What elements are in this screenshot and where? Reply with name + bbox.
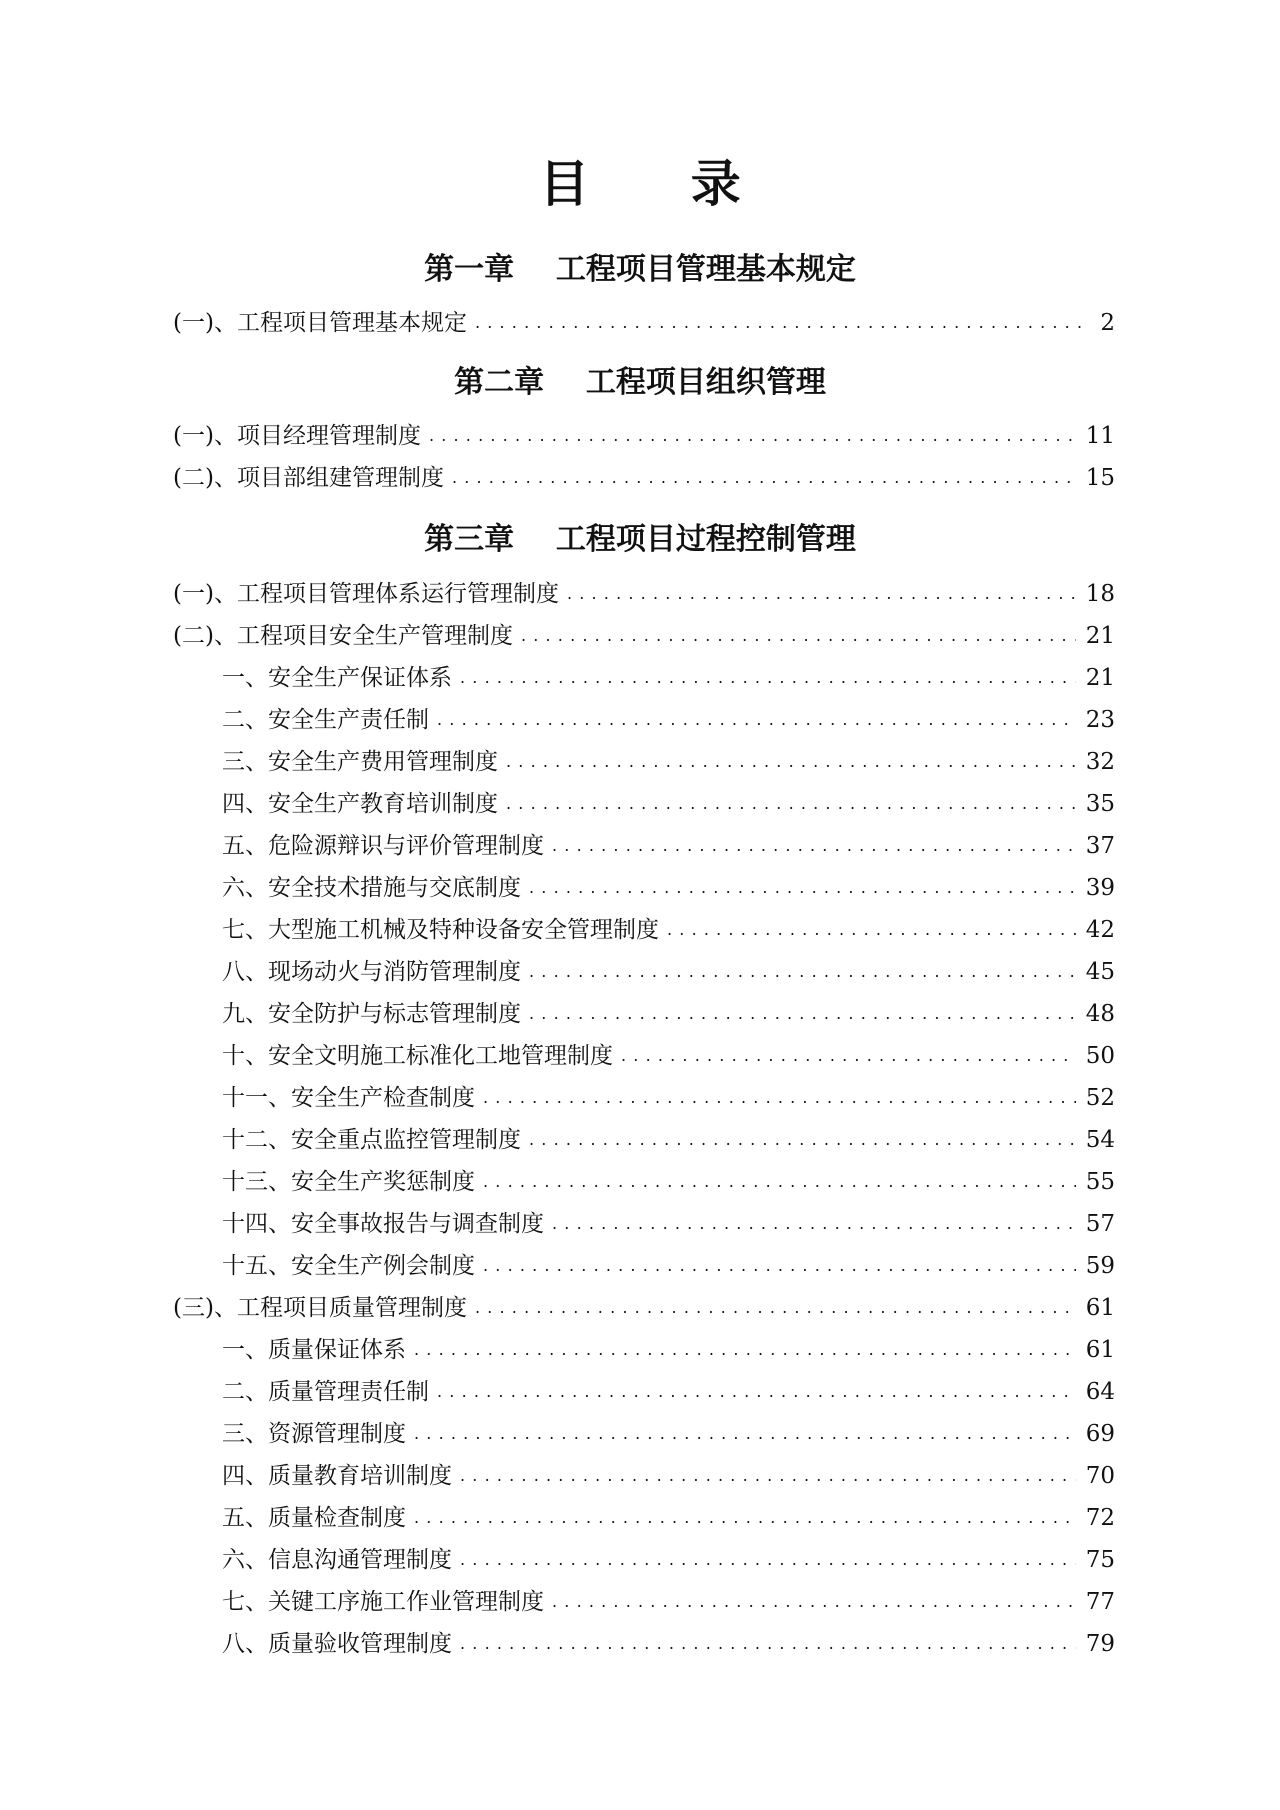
dot-leader [506,788,1076,820]
dot-leader [667,914,1076,946]
toc-entry[interactable] [173,462,1115,494]
toc-entry-page: 52 [1085,1085,1115,1111]
toc-subentry[interactable] [222,1124,1115,1156]
dot-leader [529,872,1076,904]
toc-entry-page: 70 [1085,1463,1115,1489]
toc-entry-label: 一、安全生产保证体系 [222,665,452,691]
dot-leader [414,1334,1076,1366]
dot-leader [460,1460,1076,1492]
toc-entry-label: 六、信息沟通管理制度 [222,1547,452,1573]
toc-subentry[interactable] [222,956,1115,988]
dot-leader [567,578,1076,610]
dot-leader [552,1586,1076,1618]
toc-entry-label: 十、安全文明施工标准化工地管理制度 [222,1043,613,1069]
toc-entry-page: 75 [1085,1547,1115,1573]
dot-leader [437,1376,1076,1408]
dot-leader [552,1208,1076,1240]
toc-entry-page: 42 [1085,917,1115,943]
toc-entry[interactable] [173,620,1115,652]
toc-entry-label: 一、质量保证体系 [222,1337,406,1363]
dot-leader [460,1628,1076,1660]
toc-entry-label: 九、安全防护与标志管理制度 [222,1001,521,1027]
dot-leader [414,1502,1076,1534]
dot-leader [621,1040,1076,1072]
toc-subentry[interactable] [222,1376,1115,1408]
toc-entry-label: (三)、工程项目质量管理制度 [173,1295,467,1321]
dot-leader [475,1292,1076,1324]
toc-subentry[interactable] [222,788,1115,820]
toc-subentry[interactable] [222,914,1115,946]
toc-subentry[interactable] [222,1460,1115,1492]
toc-entry-label: 五、质量检查制度 [222,1505,406,1531]
toc-entry-label: (一)、工程项目管理体系运行管理制度 [173,581,559,607]
toc-entry-page: 48 [1085,1001,1115,1027]
page-title: 目 录 [539,154,783,213]
toc-entry-label: 八、质量验收管理制度 [222,1631,452,1657]
toc-subentry[interactable] [222,1040,1115,1072]
toc-subentry[interactable] [222,746,1115,778]
toc-entry-label: 十一、安全生产检查制度 [222,1085,475,1111]
dot-leader [529,998,1076,1030]
dot-leader [429,420,1076,452]
toc-entry-label: 三、资源管理制度 [222,1421,406,1447]
dot-leader [437,704,1076,736]
toc-subentry[interactable] [222,872,1115,904]
chapter-heading: 第一章 工程项目管理基本规定 [424,252,856,287]
dot-leader [452,462,1076,494]
dot-leader [506,746,1076,778]
toc-entry[interactable] [173,420,1115,452]
dot-leader [460,662,1076,694]
toc-entry-page: 15 [1085,465,1115,491]
chapter-heading: 第三章 工程项目过程控制管理 [424,522,856,557]
dot-leader [414,1418,1076,1450]
toc-entry-page: 55 [1085,1169,1115,1195]
toc-entry-label: 十五、安全生产例会制度 [222,1253,475,1279]
dot-leader [529,956,1076,988]
toc-subentry[interactable] [222,1334,1115,1366]
toc-subentry[interactable] [222,1208,1115,1240]
toc-subentry[interactable] [222,1418,1115,1450]
toc-subentry[interactable] [222,1502,1115,1534]
toc-subentry[interactable] [222,1082,1115,1114]
toc-entry-label: (二)、项目部组建管理制度 [173,465,444,491]
toc-entry-label: 四、质量教育培训制度 [222,1463,452,1489]
toc-entry-page: 61 [1085,1337,1115,1363]
toc-entry-page: 21 [1085,665,1115,691]
toc-entry-label: 十三、安全生产奖惩制度 [222,1169,475,1195]
toc-entry-page: 50 [1085,1043,1115,1069]
toc-subentry[interactable] [222,1250,1115,1282]
toc-entry-page: 61 [1085,1295,1115,1321]
dot-leader [552,830,1076,862]
toc-entry-page: 11 [1085,423,1115,449]
toc-entry-label: (一)、工程项目管理基本规定 [173,310,467,336]
toc-subentry[interactable] [222,1586,1115,1618]
toc-subentry[interactable] [222,1166,1115,1198]
toc-entry-page: 59 [1085,1253,1115,1279]
toc-entry-label: 七、大型施工机械及特种设备安全管理制度 [222,917,659,943]
toc-entry[interactable] [173,307,1115,339]
toc-entry-page: 37 [1085,833,1115,859]
dot-leader [460,1544,1076,1576]
dot-leader [483,1082,1076,1114]
toc-entry-label: (一)、项目经理管理制度 [173,423,421,449]
toc-entry-page: 69 [1085,1421,1115,1447]
toc-subentry[interactable] [222,704,1115,736]
toc-entry-page: 64 [1085,1379,1115,1405]
toc-entry-label: (二)、工程项目安全生产管理制度 [173,623,513,649]
toc-subentry[interactable] [222,830,1115,862]
toc-entry-page: 77 [1085,1589,1115,1615]
dot-leader [483,1250,1076,1282]
toc-entry-label: 二、质量管理责任制 [222,1379,429,1405]
dot-leader [483,1166,1076,1198]
toc-entry-page: 23 [1085,707,1115,733]
toc-entry-page: 21 [1085,623,1115,649]
toc-entry-page: 18 [1085,581,1115,607]
toc-entry-label: 十四、安全事故报告与调查制度 [222,1211,544,1237]
toc-entry-label: 二、安全生产责任制 [222,707,429,733]
toc-entry-page: 57 [1085,1211,1115,1237]
toc-entry-page: 54 [1085,1127,1115,1153]
toc-entry-label: 八、现场动火与消防管理制度 [222,959,521,985]
toc-entry-label: 十二、安全重点监控管理制度 [222,1127,521,1153]
toc-entry-label: 七、关键工序施工作业管理制度 [222,1589,544,1615]
toc-entry[interactable] [173,1292,1115,1324]
toc-subentry[interactable] [222,1628,1115,1660]
toc-entry-page: 45 [1085,959,1115,985]
toc-entry-page: 39 [1085,875,1115,901]
toc-subentry[interactable] [222,662,1115,694]
toc-subentry[interactable] [222,998,1115,1030]
toc-entry-page: 79 [1085,1631,1115,1657]
toc-subentry[interactable] [222,1544,1115,1576]
toc-entry-label: 六、安全技术措施与交底制度 [222,875,521,901]
toc-entry-label: 五、危险源辩识与评价管理制度 [222,833,544,859]
toc-entry-label: 三、安全生产费用管理制度 [222,749,498,775]
toc-entry-page: 2 [1100,310,1115,336]
chapter-heading: 第二章 工程项目组织管理 [454,365,826,400]
dot-leader [529,1124,1076,1156]
dot-leader [475,307,1090,339]
toc-entry-label: 四、安全生产教育培训制度 [222,791,498,817]
toc-entry-page: 72 [1085,1505,1115,1531]
toc-entry-page: 35 [1085,791,1115,817]
toc-entry-page: 32 [1085,749,1115,775]
toc-entry[interactable] [173,578,1115,610]
dot-leader [521,620,1076,652]
